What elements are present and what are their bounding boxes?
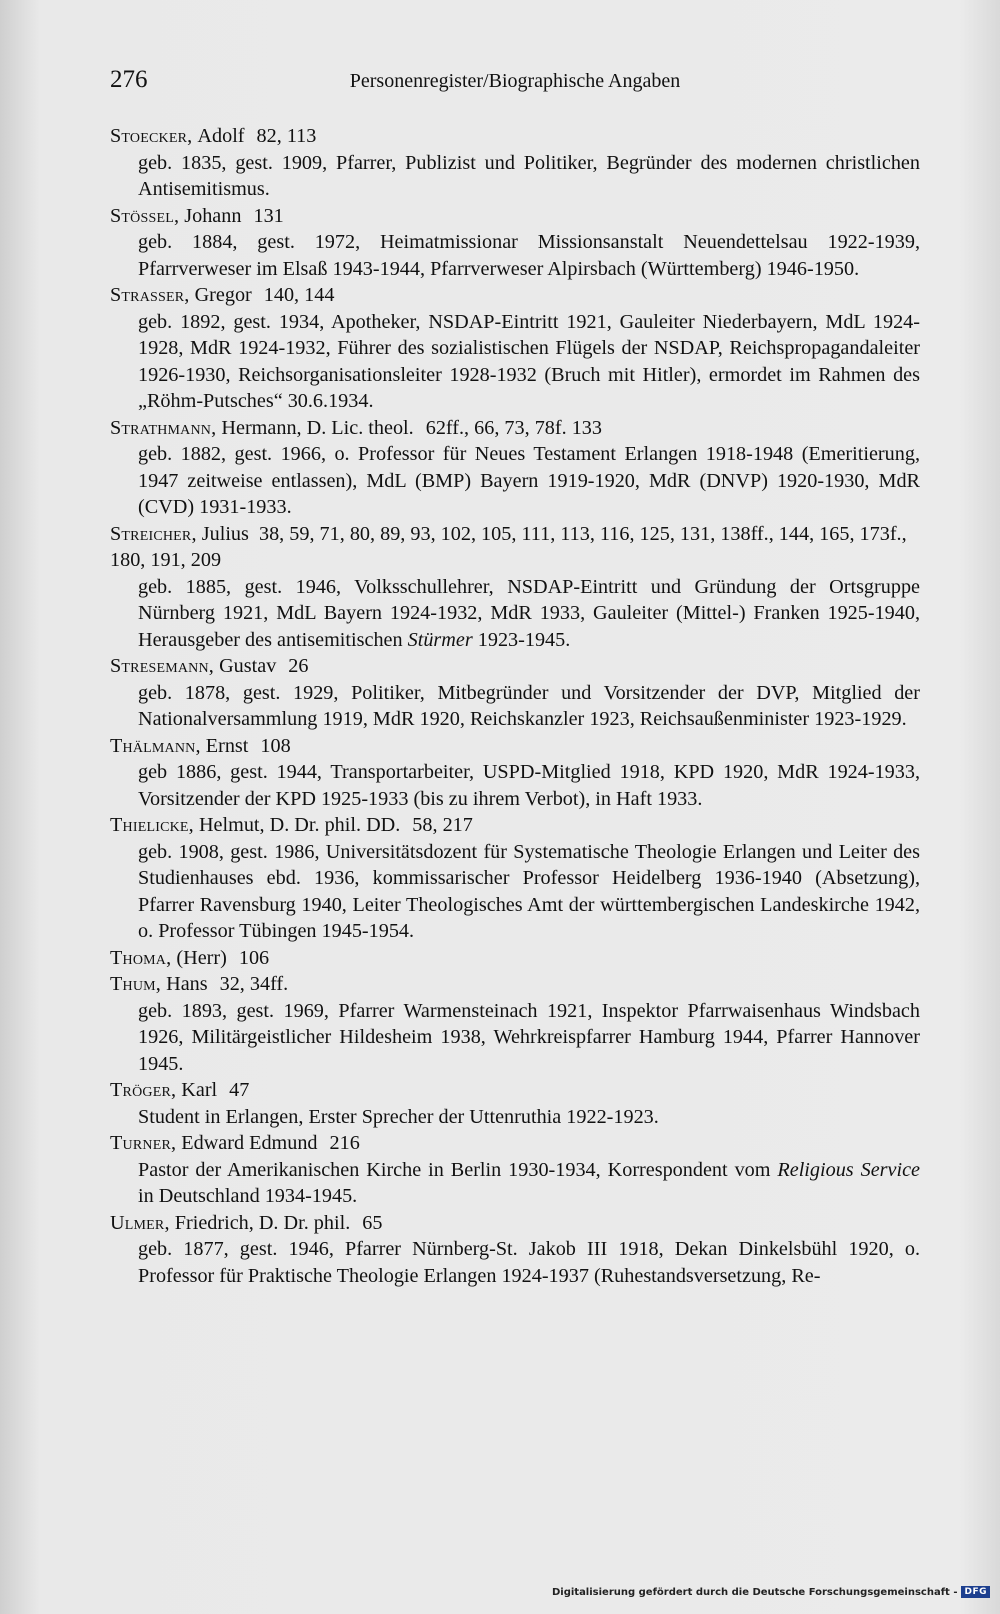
entry-heading — [110, 415, 920, 442]
bio-text: 1923-1945. — [472, 628, 571, 651]
entry-biography — [138, 574, 920, 654]
entry-heading — [110, 812, 920, 839]
entry-given-name: Helmut, D. Dr. phil. DD. — [198, 814, 401, 836]
entry-biography: geb. 1882, gest. 1966, o. Professor für Neues Testament Erlangen 1918-1948 (Emeritierung, 1947 zeitweise entlassen), MdL (BMP) Bayern 1919-1920, MdR (DNVP) 1920-1930, MdR (CVD) 1931-1933. — [138, 443, 920, 518]
entry-biography: geb. 1884, gest. 1972, Heimatmissionar Missionsanstalt Neuendettelsau 1922-1939, Pfarrverweser im Elsaß 1943-1944, Pfarrverweser Alpirsbach (Württemberg) 1946-1950. — [138, 231, 920, 280]
entry-given-name: Johann — [184, 204, 242, 227]
entry-given-name: Gustav — [219, 655, 277, 677]
entry-page-refs: 47 — [229, 1079, 250, 1101]
entry-heading — [110, 1210, 920, 1237]
entry-page-refs: 216 — [329, 1132, 360, 1154]
bio-italic-title: Religious Service — [777, 1158, 921, 1181]
entry-page-refs: 65 — [362, 1211, 383, 1234]
entry-given-name: Hans — [166, 973, 208, 995]
entry-surname: Thälmann, — [110, 734, 201, 757]
entry-surname: Stoecker, — [110, 125, 193, 147]
register-entry — [110, 282, 920, 415]
page-header — [110, 66, 920, 102]
entry-page-refs: 26 — [288, 655, 309, 677]
entry-heading — [110, 203, 920, 230]
entry-given-name: Gregor — [194, 284, 252, 306]
register-entry — [110, 1077, 920, 1130]
entry-heading — [110, 653, 920, 680]
entry-surname: Tröger, — [110, 1079, 177, 1101]
register-entries — [110, 123, 920, 1289]
entry-surname: Streicher, — [110, 522, 197, 545]
register-entry — [110, 653, 920, 733]
entry-surname: Thum, — [110, 973, 162, 995]
entry-page-refs: 32, 34ff. — [219, 973, 289, 995]
entry-given-name: Karl — [181, 1079, 218, 1101]
entry-given-name: Ernst — [205, 734, 249, 757]
entry-biography: geb. 1892, gest. 1934, Apotheker, NSDAP-Eintritt 1921, Gauleiter Niederbayern, MdL 1924-1928, MdR 1924-1932, Führer des sozialistischen Flügels der NSDAP, Reichspropagandaleiter 1926-1930, Reichsorganisationsleiter 1928-1932 (Bruch mit Hitler), ermordet im Rahmen des „Röhm-Putsches“ 30.6.1934. — [138, 310, 920, 412]
entry-given-name: Julius — [201, 522, 249, 545]
entry-biography: Student in Erlangen, Erster Sprecher der Uttenruthia 1922-1923. — [138, 1105, 659, 1128]
register-entry — [110, 812, 920, 945]
bio-text: geb. 1885, gest. 1946, Volksschullehrer, NSDAP-Eintritt und Gründung der Ortsgruppe Nürnberg 1921, MdL Bayern 1924-1932, MdR 1933, Gauleiter (Mittel-) Franken 1925-1940, Herausgeber des antisemitischen — [138, 575, 920, 651]
entry-page-refs: 106 — [238, 946, 270, 969]
entry-biography: geb. 1835, gest. 1909, Pfarrer, Publizist und Politiker, Begründer des modernen christlichen Antisemitismus. — [138, 151, 920, 200]
running-title: Personenregister/Biographische Angaben — [349, 70, 681, 92]
entry-page-refs: 58, 217 — [412, 814, 473, 836]
entry-heading — [110, 733, 920, 760]
credit-text: Digitalisierung gefördert durch die Deutsche Forschungsgemeinschaft - — [551, 1586, 958, 1598]
entry-biography — [138, 1157, 920, 1210]
register-entry — [110, 415, 920, 521]
entry-biography: geb 1886, gest. 1944, Transportarbeiter, USPD-Mitglied 1918, KPD 1920, MdR 1924-1933, Vorsitzender der KPD 1925-1933 (bis zu ihrem Verbot), in Haft 1933. — [138, 761, 920, 810]
entry-surname: Thoma, — [110, 946, 172, 969]
register-entry — [110, 123, 920, 203]
register-entry — [110, 1210, 920, 1290]
entry-given-name: (Herr) — [176, 946, 227, 969]
entry-page-refs: 62ff., 66, 73, 78f. 133 — [425, 416, 602, 439]
entry-heading — [110, 1077, 920, 1104]
entry-heading — [110, 945, 920, 972]
entry-page-refs: 38, 59, 71, 80, 89, 93, 102, 105, 111, 113, 116, 125, 131, 138ff., 144, 165, 173f., 180, 191, 209 — [110, 522, 907, 571]
digitization-credit — [552, 1584, 990, 1600]
entry-biography: geb. 1908, gest. 1986, Universitätsdozent für Systematische Theologie Erlangen und Leiter des Studienhauses ebd. 1936, kommissarischer Professor Heidelberg 1936-1940 (Absetzung), Pfarrer Ravensburg 1940, Leiter Theologisches Amt der württembergischen Landeskirche 1942, o. Professor Tübingen 1945-1954. — [138, 840, 920, 942]
entry-heading — [110, 971, 920, 998]
bio-italic-title: Stürmer — [407, 628, 473, 651]
entry-given-name: Edward Edmund — [181, 1132, 318, 1154]
entry-biography: geb. 1893, gest. 1969, Pfarrer Warmensteinach 1921, Inspektor Pfarrwaisenhaus Windsbach 1926, Militärgeistlicher Hildesheim 1938, Wehrkreispfarrer Hamburg 1944, Pfarrer Hannover 1945. — [138, 999, 920, 1075]
entry-biography: geb. 1877, gest. 1946, Pfarrer Nürnberg-St. Jakob III 1918, Dekan Dinkelsbühl 1920, o. Professor für Praktische Theologie Erlangen 1924-1937 (Ruhestandsversetzung, Re- — [138, 1238, 920, 1287]
entry-given-name: Adolf — [197, 125, 245, 147]
entry-page-refs: 82, 113 — [256, 125, 317, 147]
register-entry — [110, 203, 920, 283]
entry-surname: Ulmer, — [110, 1211, 170, 1234]
entry-page-refs: 131 — [253, 204, 284, 227]
bio-text: Pastor der Amerikanischen Kirche in Berlin 1930-1934, Korrespondent vom — [138, 1158, 778, 1181]
register-entry — [110, 945, 920, 972]
register-entry — [110, 521, 920, 654]
entry-surname: Strathmann, — [110, 416, 217, 439]
entry-biography: geb. 1878, gest. 1929, Politiker, Mitbegründer und Vorsitzender der DVP, Mitglied der Nationalversammlung 1919, MdR 1920, Reichskanzler 1923, Reichsaußenminister 1923-1929. — [138, 681, 920, 730]
page-number: 276 — [110, 66, 148, 93]
entry-heading — [110, 123, 920, 150]
entry-given-name: Friedrich, D. Dr. phil. — [174, 1211, 351, 1234]
dfg-logo: DFG — [961, 1586, 990, 1598]
register-entry — [110, 733, 920, 813]
entry-surname: Turner, — [110, 1132, 177, 1154]
bio-text: in Deutschland 1934-1945. — [138, 1185, 358, 1207]
entry-page-refs: 108 — [260, 734, 291, 757]
entry-surname: Strasser, — [110, 284, 190, 306]
entry-page-refs: 140, 144 — [263, 284, 335, 306]
entry-surname: Stresemann, — [110, 655, 215, 677]
entry-heading — [110, 1130, 920, 1157]
register-entry — [110, 1130, 920, 1210]
entry-surname: Stössel, — [110, 204, 180, 227]
entry-surname: Thielicke, — [110, 814, 194, 836]
register-entry — [110, 971, 920, 1077]
entry-given-name: Hermann, D. Lic. theol. — [221, 416, 414, 439]
entry-heading — [110, 282, 920, 309]
entry-heading — [110, 521, 920, 574]
